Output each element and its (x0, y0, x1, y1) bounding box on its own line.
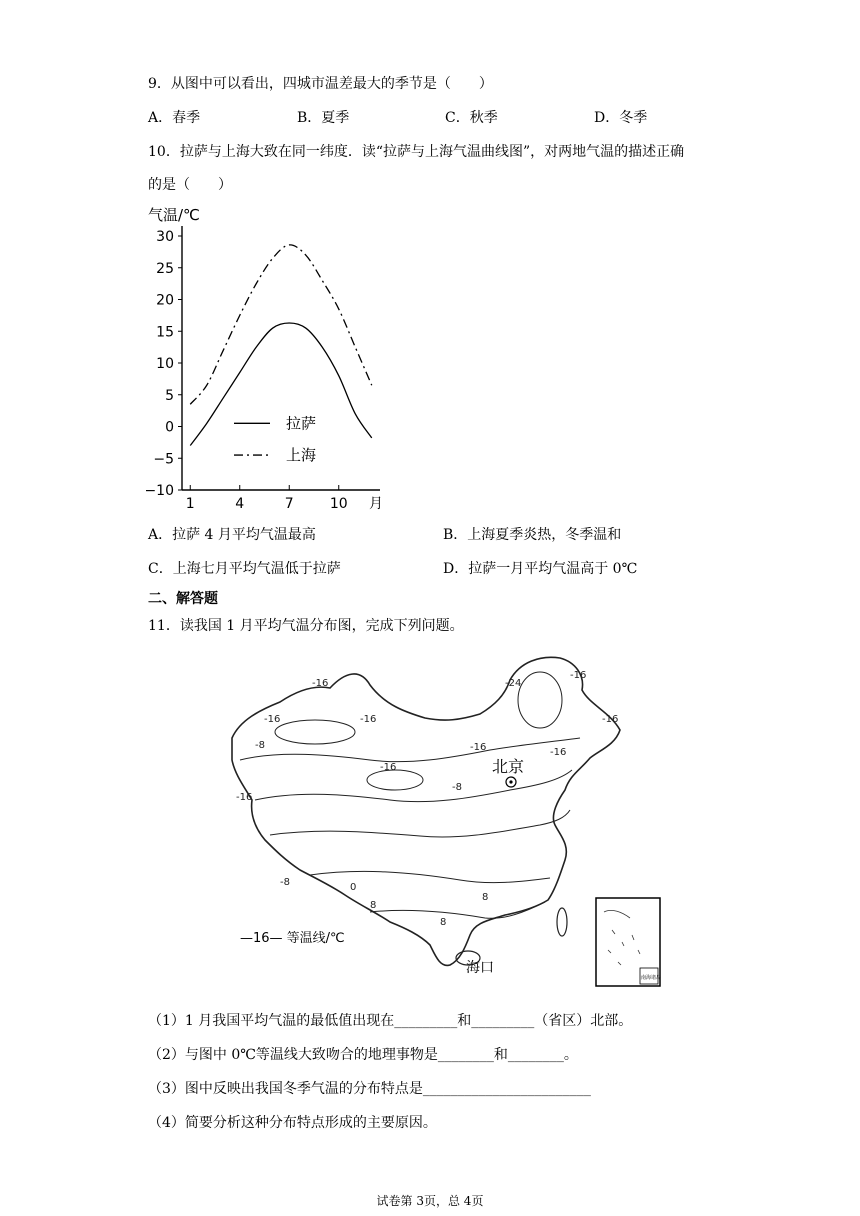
isotherm-value-label: -8 (280, 877, 290, 888)
temperature-line-chart (140, 196, 400, 518)
series-line-lhasa (190, 323, 372, 446)
q11-sub2: （2）与图中 0℃等温线大致吻合的地理事物是________和________。 (148, 1047, 578, 1063)
q11-stem: 11．读我国 1 月平均气温分布图，完成下列问题。 (148, 618, 464, 634)
china-january-temperature-map (220, 650, 690, 990)
q10-option-a: A．拉萨 4 月平均气温最高 (148, 527, 316, 543)
q10-option-d: D．拉萨一月平均气温高于 0℃ (443, 561, 638, 577)
y-tick-label: 30 (156, 229, 174, 245)
q11-sub4: （4）简要分析这种分布特点形成的主要原因。 (148, 1115, 437, 1131)
isotherm-value-label: -16 (470, 742, 487, 753)
svg-text:南海诸岛: 南海诸岛 (641, 975, 662, 981)
page-footer: 试卷第 3页，总 4页 (376, 1194, 484, 1208)
q11-sub3: （3）图中反映出我国冬季气温的分布特点是________________________ (148, 1081, 591, 1097)
q10-stem-line1: 10．拉萨与上海大致在同一纬度．读“拉萨与上海气温曲线图”，对两地气温的描述正确 (148, 144, 685, 160)
isotherm-value-label: 0 (350, 882, 357, 893)
isotherm-value-label: -16 (380, 762, 397, 773)
legend-label: 拉萨 (286, 414, 317, 433)
q10-stem-line2: 的是（ ） (148, 177, 232, 193)
isotherm-value-label: -16 (312, 678, 329, 689)
beijing-label: 北京 (492, 757, 525, 776)
q9-option-d: D．冬季 (594, 110, 648, 126)
x-axis-unit: 月 (369, 496, 383, 512)
legend-label: 上海 (286, 446, 317, 465)
map-legend: —16— 等温线/℃ (240, 931, 345, 946)
isotherm-value-label: -16 (550, 747, 567, 758)
isotherm-value-label: -16 (264, 714, 281, 725)
y-axis-label: 气温/℃ (148, 206, 200, 224)
y-tick-label: 5 (165, 387, 174, 404)
isotherm-value-label: -24 (505, 678, 522, 689)
isotherm-value-label: -16 (360, 714, 377, 725)
q9-option-c: C．秋季 (445, 110, 498, 126)
isotherm-value-label: 8 (370, 900, 377, 911)
isotherm-value-label: -16 (570, 670, 587, 681)
q9-stem: 9．从图中可以看出，四城市温差最大的季节是（ ） (148, 76, 493, 92)
y-tick-label: 25 (156, 260, 174, 277)
y-tick-label: −5 (153, 451, 174, 468)
isotherm-value-label: -8 (452, 782, 462, 793)
isotherm-value-label: 8 (440, 917, 447, 928)
x-tick-label: 7 (284, 496, 294, 512)
x-tick-label: 10 (329, 496, 348, 512)
q10-option-c: C．上海七月平均气温低于拉萨 (148, 561, 341, 577)
q9-option-a: A．春季 (148, 110, 201, 126)
isotherm-value-label: -16 (236, 792, 253, 803)
y-tick-label: 15 (156, 324, 174, 341)
y-tick-label: 0 (165, 419, 174, 436)
haikou-label: 海口 (466, 960, 494, 976)
q9-option-b: B．夏季 (297, 110, 350, 126)
q10-option-b: B．上海夏季炎热，冬季温和 (443, 527, 622, 543)
isotherm-value-label: -16 (602, 714, 619, 725)
x-tick-label: 4 (235, 496, 245, 512)
section-title: 二、解答题 (148, 591, 218, 607)
isotherm-value-label: 8 (482, 892, 489, 903)
y-tick-label: 10 (156, 356, 174, 372)
q11-sub1: （1）1 月我国平均气温的最低值出现在_________和_________（省区）北部。 (148, 1013, 633, 1029)
south-china-sea-inset (596, 898, 661, 986)
y-tick-label: −10 (144, 483, 174, 499)
y-tick-label: 20 (156, 292, 174, 309)
isotherm-value-label: -8 (255, 740, 265, 751)
x-tick-label: 1 (185, 496, 195, 512)
